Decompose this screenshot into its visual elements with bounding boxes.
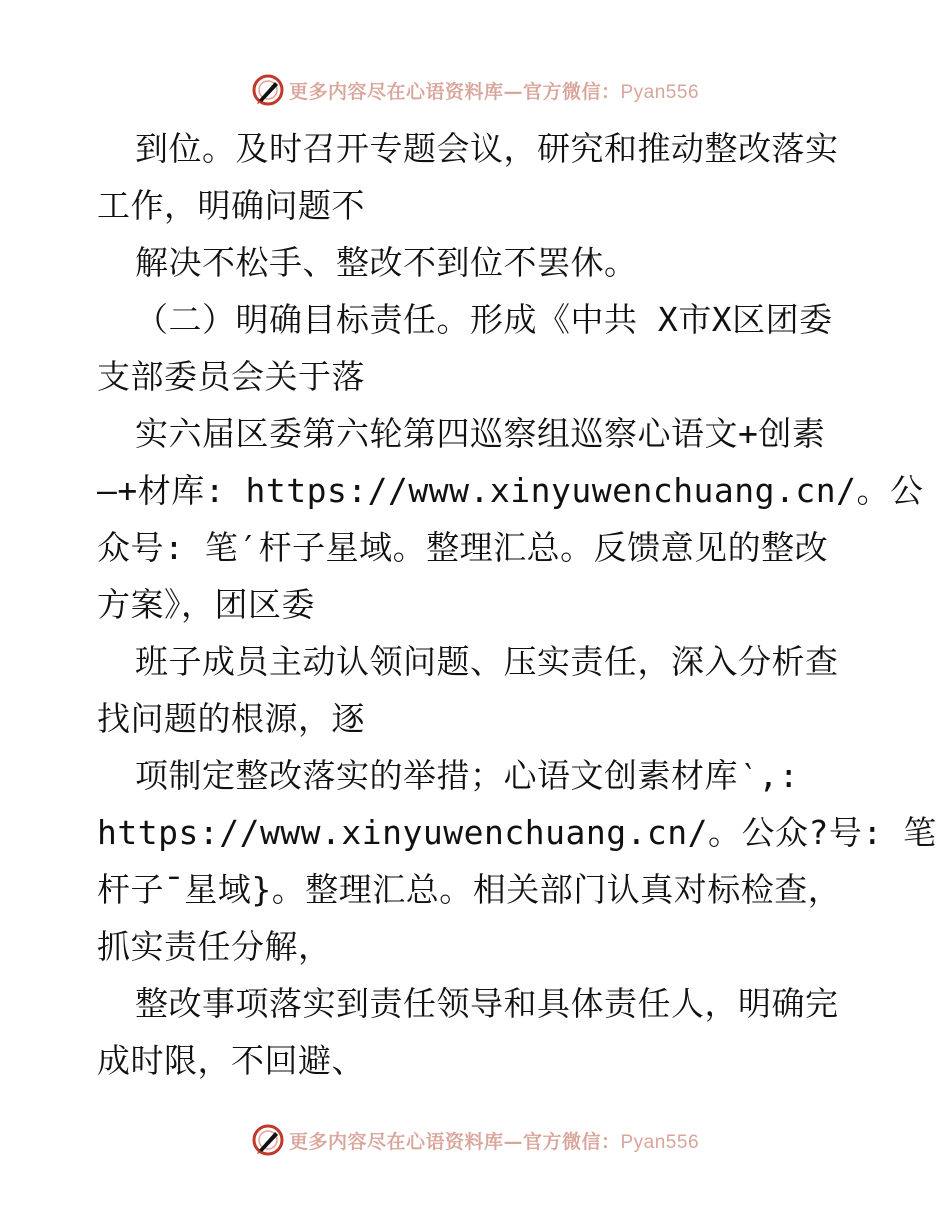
text-line: —+材库: https://www.xinyuwenchuang.cn/。公: [97, 471, 924, 510]
text-line: 抓实责任分解，: [97, 927, 332, 966]
text-line: 杆子¯星域}。整理汇总。相关部门认真对标检查，: [97, 870, 842, 909]
text-line: https://www.xinyuwenchuang.cn/。公众?号: 笔: [97, 813, 937, 852]
text-line: （二）明确目标责任。形成《中共 X市X区团委: [135, 300, 833, 339]
text-line: 到位。及时召开专题会议，研究和推动整改落实: [135, 129, 839, 168]
watermark-account: Pyan556: [620, 81, 700, 103]
document-body: [97, 120, 937, 1089]
watermark-text: 更多内容尽在心语资料库—官方微信：Pyan556: [288, 1130, 700, 1153]
footer-watermark: [0, 1120, 950, 1160]
watermark-account: Pyan556: [620, 1131, 700, 1153]
text-line: 众号: 笔′杆子星域。整理汇总。反馈意见的整改: [97, 528, 829, 567]
text-line: 方案》，团区委: [97, 585, 315, 624]
text-line: 支部委员会关于落: [97, 357, 365, 396]
text-line: 成时限，不回避、: [97, 1041, 365, 1080]
pen-logo-icon: [251, 73, 285, 107]
header-watermark: [0, 70, 950, 110]
watermark-text: 更多内容尽在心语资料库—官方微信：Pyan556: [288, 80, 700, 103]
text-line: 班子成员主动认领问题、压实责任，深入分析查: [135, 642, 839, 681]
text-line: 工作，明确问题不: [97, 186, 365, 225]
text-line: 找问题的根源，逐: [97, 699, 365, 738]
pen-logo-icon: [251, 1123, 285, 1157]
text-line: 解决不松手、整改不到位不罢休。: [135, 243, 638, 282]
text-line: 实六届区委第六轮第四巡察组巡察心语文+创素: [135, 414, 826, 453]
text-line: 整改事项落实到责任领导和具体责任人，明确完: [135, 984, 839, 1023]
text-line: 项制定整改落实的举措；心语文创素材库‵,:: [135, 756, 800, 795]
